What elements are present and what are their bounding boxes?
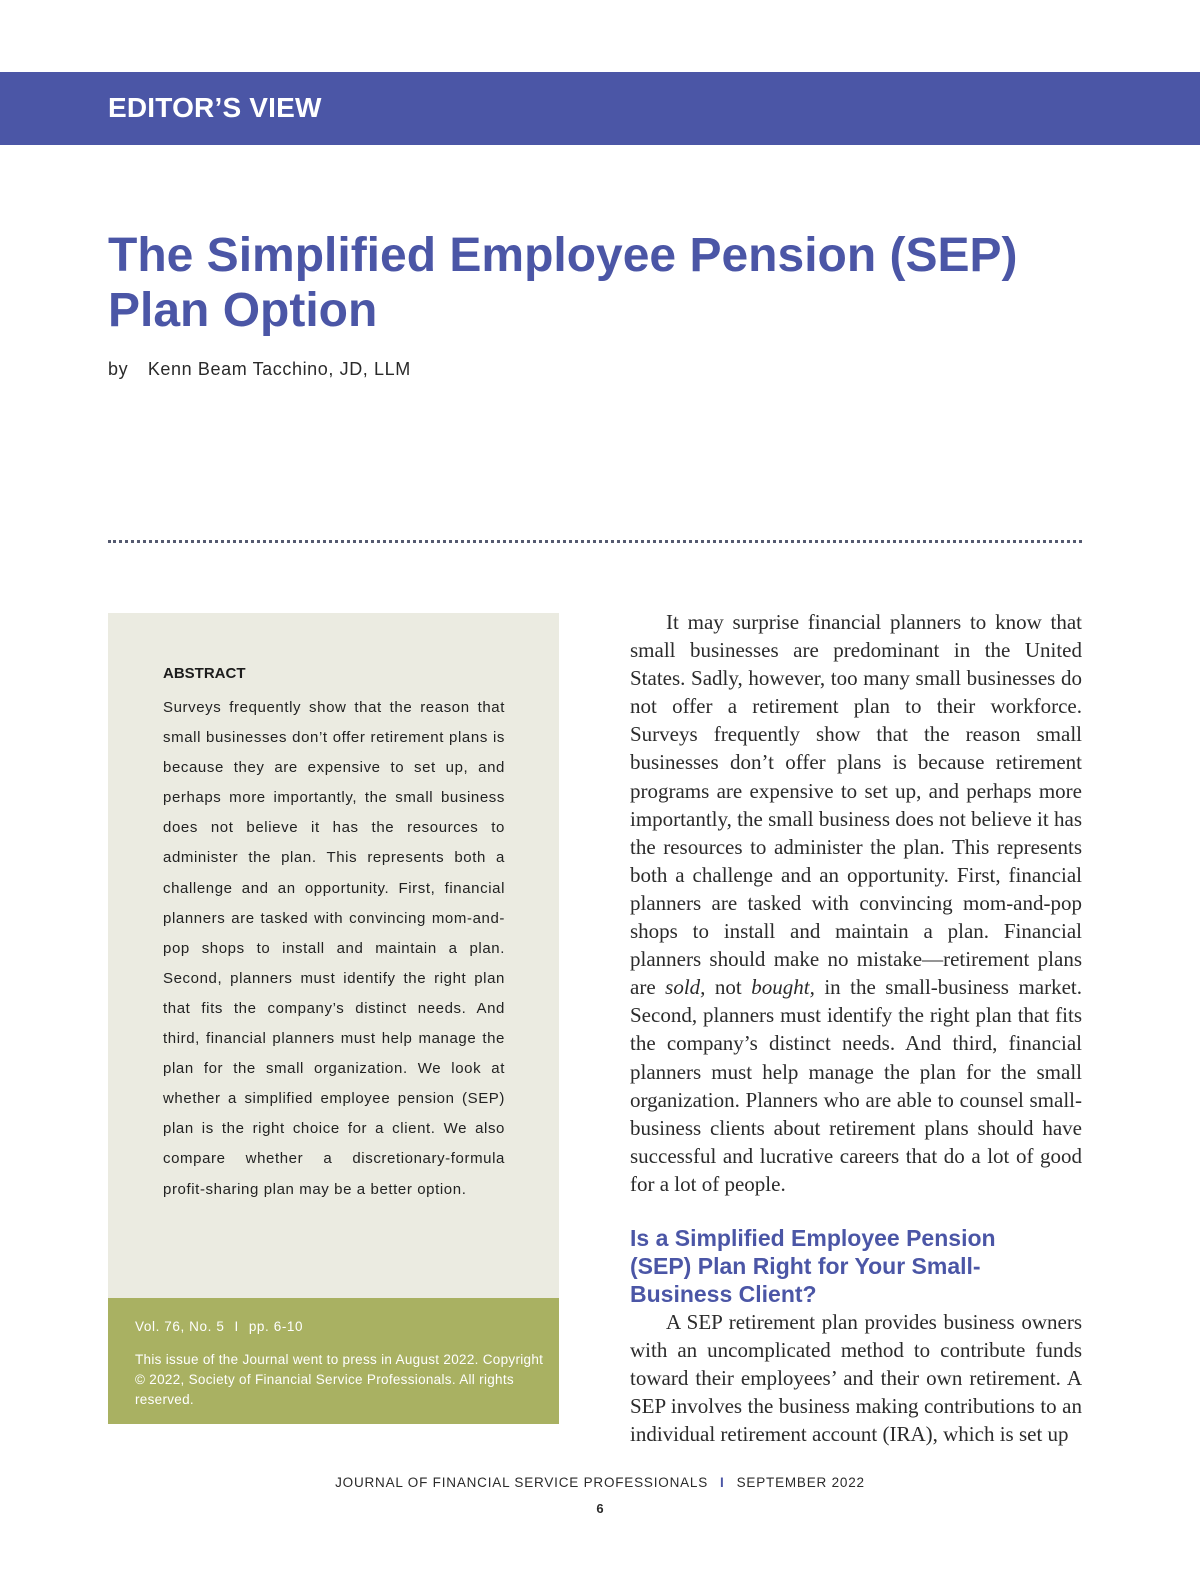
article-title-line2: Plan Option	[108, 284, 378, 337]
body-text: not	[705, 975, 752, 1000]
volume-number: Vol. 76, No. 5	[135, 1319, 225, 1334]
article-body	[630, 608, 1082, 1448]
author-name: Kenn Beam Tacchino, JD, LLM	[147, 359, 411, 379]
journal-name: JOURNAL OF FINANCIAL SERVICE PROFESSIONALS	[335, 1475, 709, 1490]
page-range: pp. 6-10	[248, 1319, 304, 1334]
body-paragraph-1	[630, 608, 1082, 1198]
footer-separator: I	[720, 1475, 725, 1490]
emphasis-bought: bought,	[751, 975, 815, 1000]
volume-separator: I	[234, 1319, 239, 1334]
byline-prefix: by	[108, 359, 129, 379]
article-title	[108, 228, 1068, 338]
abstract-box	[108, 613, 559, 1298]
page-number: 6	[596, 1501, 604, 1516]
body-paragraph-2: A SEP retirement plan provides business owners with an uncomplicated method to contribute funds toward their employees’ and their own retirement. A SEP involves the business making contributions to an individual retirement account (IRA), which is set up	[630, 1309, 1082, 1447]
volume-line	[135, 1319, 303, 1334]
issue-date: SEPTEMBER 2022	[736, 1475, 865, 1490]
dotted-divider	[108, 540, 1082, 543]
section-heading: Is a Simplified Employee Pension (SEP) Plan Right for Your Small-Business Client?	[630, 1224, 996, 1307]
page-footer	[0, 1475, 1200, 1490]
body-text: It may surprise financial planners to know that small businesses are predominant in the United States. Sadly, however, too many small businesses do not offer a retirement plan to their workforce. Surveys frequently show that the reason small businesses don’t offer plans is because retirement programs are expensive to set up, and perhaps more importantly, the small business does not believe it has the resources to administer the plan. This represents both a challenge and an opportunity. First, financial planners are tasked with convincing mom-and-pop shops to install and maintain a plan. Financial planners should make no mistake—retirement plans are	[630, 610, 1082, 1000]
section-label: EDITOR’S VIEW	[108, 92, 322, 123]
section-banner	[0, 72, 1200, 145]
emphasis-sold: sold,	[665, 975, 706, 1000]
abstract-text: Surveys frequently show that the reason that small businesses don’t offer retirement plans is because they are expensive to set up, and perhaps more importantly, the small business does not believe it has the resources to administer the plan. This represents both a challenge and an opportunity. First, financial planners are tasked with convincing mom-and-pop shops to install and maintain a plan. Second, planners must identify the right plan that fits the company’s distinct needs. And third, financial planners must help manage the plan for the small organization. We look at whether a simplified employee pension (SEP) plan is the right choice for a client. We also compare whether a discretionary-formula profit-sharing plan may be a better option.	[163, 699, 505, 1198]
body-text: in the small-business market. Second, planners must identify the right plan that fits the company’s distinct needs. And third, financial planners must help manage the plan for the small organization. Planners who are able to counsel small-business clients about retirement plans should have successful and lucrative careers that do a lot of good for a lot of people.	[630, 975, 1082, 1196]
article-title-line1: The Simplified Employee Pension (SEP)	[108, 229, 1018, 282]
publication-info-box	[108, 1298, 559, 1424]
abstract-heading: ABSTRACT	[163, 665, 246, 682]
byline	[108, 359, 411, 380]
copyright-note: This issue of the Journal went to press in August 2022. Copyright © 2022, Society of Financial Service Professionals. All rights reserved.	[135, 1352, 544, 1407]
